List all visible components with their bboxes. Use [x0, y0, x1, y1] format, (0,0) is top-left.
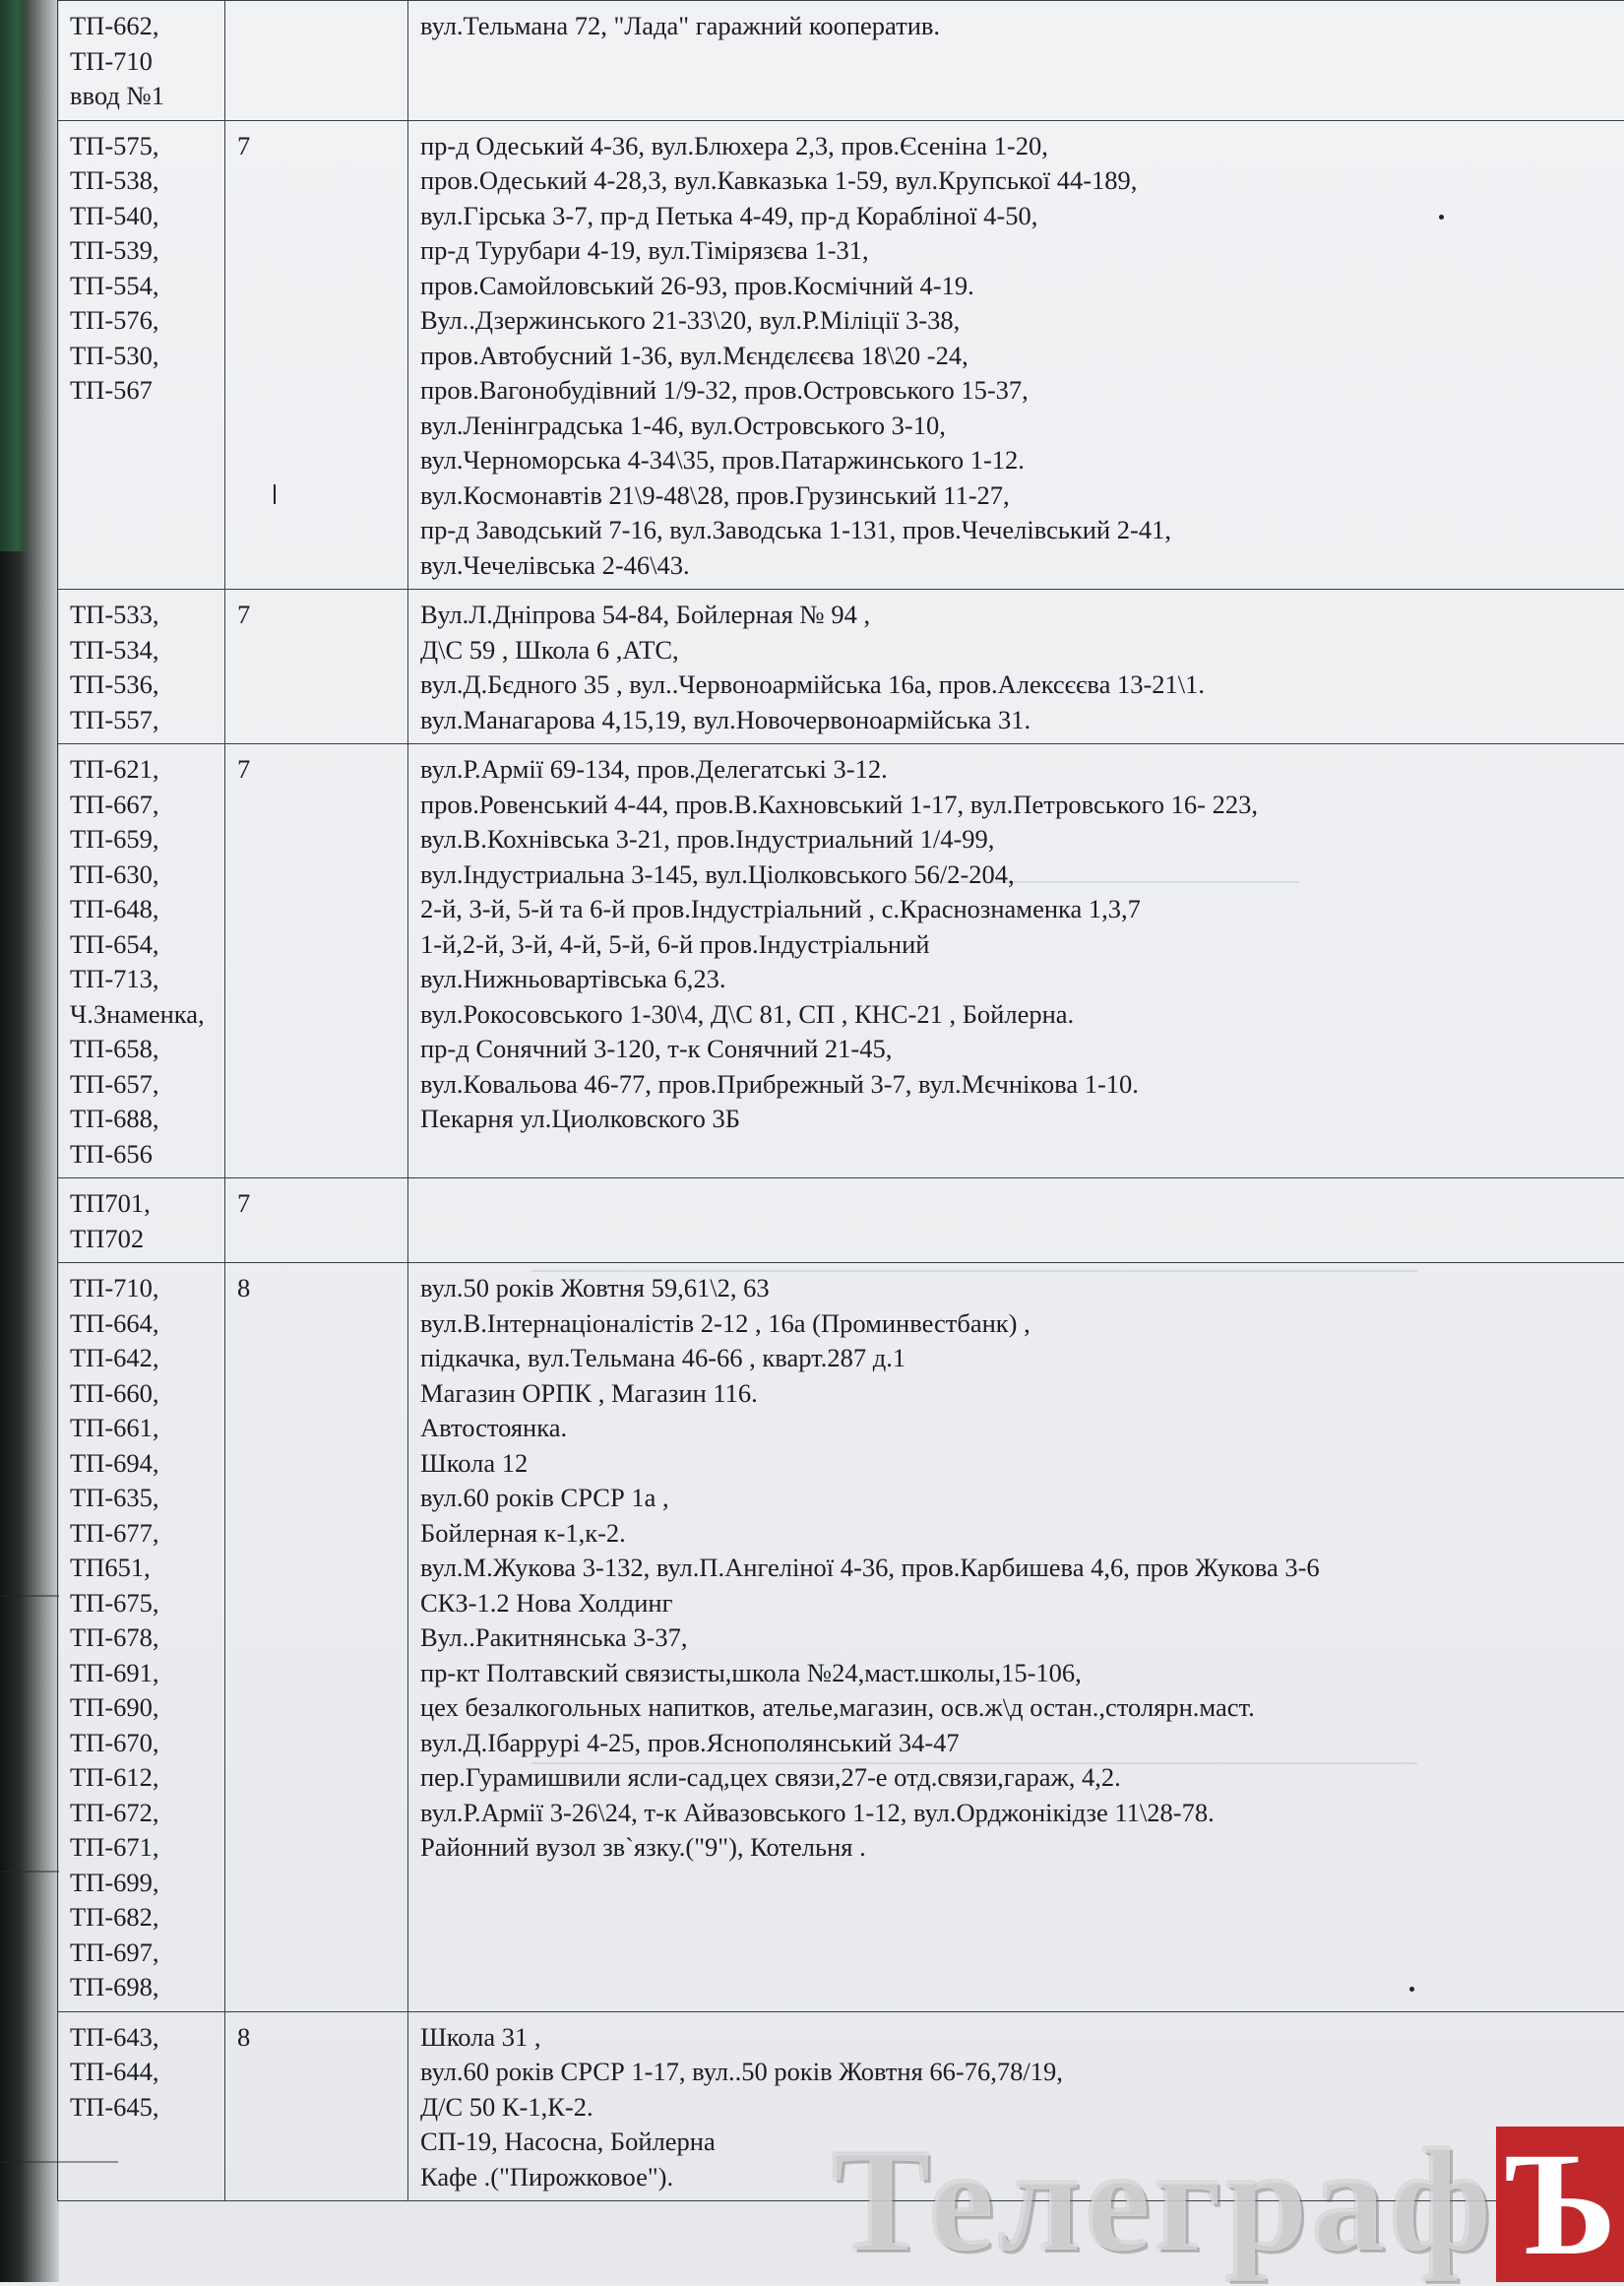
- substation-id: Ч.Знаменка,: [70, 997, 215, 1033]
- address-line: Вул.Л.Дніпрова 54-84, Бойлерная № 94 ,: [420, 598, 1615, 633]
- address-line: пер.Гурамишвили ясли-сад,цех связи,27-е отд.связи,гараж, 4,2.: [420, 1760, 1615, 1796]
- address-line: Автостоянка.: [420, 1411, 1615, 1446]
- substation-id: ТП701,: [70, 1186, 215, 1222]
- address-line: Школа 12: [420, 1446, 1615, 1482]
- table-row: [58, 120, 1624, 590]
- substation-id: ТП-612,: [70, 1760, 215, 1796]
- address-line: вул.Космонавтів 21\9-48\28, пров.Грузинський 11-27,: [420, 478, 1615, 514]
- substation-id: ТП-677,: [70, 1516, 215, 1552]
- address-line: пров.Автобусний 1-36, вул.Мєндєлєєва 18\20 -24,: [420, 339, 1615, 374]
- substation-id: ТП-630,: [70, 857, 215, 893]
- substation-id: ТП-659,: [70, 822, 215, 857]
- substation-id: ТП-710,: [70, 1271, 215, 1306]
- address-line: вул.Д.Ібаррурі 4-25, пров.Яснополянський 34-47: [420, 1726, 1615, 1761]
- substation-id: ТП-657,: [70, 1067, 215, 1103]
- address-line: Бойлерная к-1,к-2.: [420, 1516, 1615, 1552]
- substation-id: ТП-671,: [70, 1830, 215, 1866]
- group-cell: [225, 120, 408, 590]
- group-number: 7: [237, 598, 398, 633]
- substation-cell: [58, 1, 225, 121]
- substation-id: ТП-538,: [70, 163, 215, 199]
- telegraf-watermark-logo: [832, 2127, 1624, 2282]
- table-row: [58, 744, 1624, 1178]
- substation-id: ТП-557,: [70, 703, 215, 738]
- substation-id: ТП702: [70, 1222, 215, 1257]
- substation-id: ТП-530,: [70, 339, 215, 374]
- table-row: [58, 1263, 1624, 2012]
- substation-id: ТП651,: [70, 1551, 215, 1586]
- group-cell: [225, 744, 408, 1178]
- substation-id: ТП-540,: [70, 199, 215, 234]
- substation-id: ТП-710: [70, 44, 215, 80]
- group-number: 7: [237, 1186, 398, 1222]
- substation-id: ТП-664,: [70, 1306, 215, 1342]
- address-line: вул.В.Інтернаціоналістів 2-12 , 16а (Проминвестбанк) ,: [420, 1306, 1615, 1342]
- address-line: 2-й, 3-й, 5-й та 6-й пров.Індустріальний , с.Краснознаменка 1,3,7: [420, 892, 1615, 927]
- group-number: 8: [237, 1271, 398, 1306]
- scan-edge-green: [0, 0, 30, 551]
- substation-id: ТП-575,: [70, 129, 215, 164]
- address-line: пр-д Турубари 4-19, вул.Тімірязєва 1-31,: [420, 233, 1615, 269]
- substation-id: ТП-661,: [70, 1411, 215, 1446]
- substation-id: ТП-642,: [70, 1341, 215, 1376]
- substation-id: ТП-694,: [70, 1446, 215, 1482]
- substation-id: ТП-534,: [70, 633, 215, 668]
- group-cell: [225, 1263, 408, 2012]
- substation-id: ТП-645,: [70, 2090, 215, 2126]
- pen-mark: [274, 484, 276, 504]
- address-line: цех безалкогольных напитков, ателье,магазин, осв.ж\д остан.,столярн.маст.: [420, 1690, 1615, 1726]
- address-cell: [408, 744, 1624, 1178]
- substation-cell: [58, 1263, 225, 2012]
- substation-id: ТП-635,: [70, 1481, 215, 1516]
- address-line: СП-19, Насосна, Бойлерна: [420, 2125, 1615, 2160]
- substation-id: ТП-675,: [70, 1586, 215, 1621]
- substation-id: ТП-698,: [70, 1970, 215, 2005]
- substation-id: ТП-576,: [70, 303, 215, 339]
- substation-cell: [58, 744, 225, 1178]
- address-line: Кафе .("Пирожковое").: [420, 2160, 1615, 2195]
- substation-id: ТП-713,: [70, 962, 215, 997]
- substation-id: ТП-699,: [70, 1866, 215, 1901]
- address-line: 1-й,2-й, 3-й, 4-й, 5-й, 6-й пров.Індустріальний: [420, 927, 1615, 963]
- group-number: 7: [237, 752, 398, 788]
- substation-id: ТП-658,: [70, 1032, 215, 1067]
- substation-id: ТП-670,: [70, 1726, 215, 1761]
- substation-id: ТП-682,: [70, 1900, 215, 1936]
- address-line: вул.50 років Жовтня 59,61\2, 63: [420, 1271, 1615, 1306]
- address-line: Д/С 50 К-1,К-2.: [420, 2090, 1615, 2126]
- address-line: вул.Ковальова 46-77, пров.Прибрежный 3-7, вул.Мєчнікова 1-10.: [420, 1067, 1615, 1103]
- address-line: Д\С 59 , Школа 6 ,АТС,: [420, 633, 1615, 668]
- address-line: Магазин ОРПК , Магазин 116.: [420, 1376, 1615, 1412]
- substation-cell: [58, 590, 225, 744]
- substation-id: ТП-644,: [70, 2055, 215, 2090]
- substation-id: ТП-533,: [70, 598, 215, 633]
- substation-id: ТП-656: [70, 1137, 215, 1173]
- address-cell: [408, 590, 1624, 744]
- schedule-table: [57, 0, 1624, 2201]
- address-line: пров.Самойловський 26-93, пров.Космічний 4-19.: [420, 269, 1615, 304]
- substation-id: ТП-567: [70, 373, 215, 409]
- substation-id: ТП-654,: [70, 927, 215, 963]
- substation-id: ТП-690,: [70, 1690, 215, 1726]
- substation-id: ТП-678,: [70, 1620, 215, 1656]
- address-line: вул.Чечелівська 2-46\43.: [420, 548, 1615, 584]
- group-cell: [225, 1178, 408, 1263]
- address-line: пров.Одеський 4-28,3, вул.Кавказька 1-59, вул.Крупської 44-189,: [420, 163, 1615, 199]
- address-line: Вул..Ракитнянська 3-37,: [420, 1620, 1615, 1656]
- address-line: Школа 31 ,: [420, 2020, 1615, 2056]
- substation-cell: [58, 120, 225, 590]
- address-line: вул.Індустриальна 3-145, вул.Ціолковського 56/2-204,: [420, 857, 1615, 893]
- group-cell: [225, 590, 408, 744]
- ink-dot: [1409, 1987, 1414, 1992]
- substation-id: ТП-672,: [70, 1796, 215, 1831]
- address-line: Вул..Дзержинського 21-33\20, вул.Р.Міліції 3-38,: [420, 303, 1615, 339]
- substation-id: ТП-691,: [70, 1656, 215, 1691]
- address-line: вул.Ленінградська 1-46, вул.Островського 3-10,: [420, 409, 1615, 444]
- group-cell: [225, 1, 408, 121]
- substation-id: ТП-660,: [70, 1376, 215, 1412]
- address-line: вул.Д.Бєдного 35 , вул..Червоноармійська 16а, пров.Алексєєва 13-21\1.: [420, 667, 1615, 703]
- address-line: вул.60 років СРСР 1а ,: [420, 1481, 1615, 1516]
- substation-id: ТП-536,: [70, 667, 215, 703]
- watermark-badge-letter: Ъ: [1496, 2127, 1624, 2282]
- address-cell: [408, 1, 1624, 121]
- address-line: пр-д Одеський 4-36, вул.Блюхера 2,3, пров.Єсеніна 1-20,: [420, 129, 1615, 164]
- address-line: пр-кт Полтавский связисты,школа №24,маст.школы,15-106,: [420, 1656, 1615, 1691]
- address-line: пров.Ровенський 4-44, пров.В.Кахновський 1-17, вул.Петровського 16- 223,: [420, 788, 1615, 823]
- address-line: СКЗ-1.2 Нова Холдинг: [420, 1586, 1615, 1621]
- address-line: пр-д Сонячний 3-120, т-к Сонячний 21-45,: [420, 1032, 1615, 1067]
- substation-cell: [58, 1178, 225, 1263]
- group-cell: [225, 2011, 408, 2201]
- address-line: вул.Манагарова 4,15,19, вул.Новочервоноармійська 31.: [420, 703, 1615, 738]
- ink-dot: [1439, 215, 1444, 220]
- address-line: вул.Черноморська 4-34\35, пров.Патаржинського 1-12.: [420, 443, 1615, 478]
- table-row: [58, 1178, 1624, 1263]
- substation-cell: [58, 2011, 225, 2201]
- address-line: Пекарня ул.Циолковского 3Б: [420, 1102, 1615, 1137]
- address-line: вул.Р.Армії 69-134, пров.Делегатські 3-12.: [420, 752, 1615, 788]
- address-line: вул.Нижньовартівська 6,23.: [420, 962, 1615, 997]
- substation-id: ТП-554,: [70, 269, 215, 304]
- address-line: вул.Тельмана 72, "Лада" гаражний кооператив.: [420, 9, 1615, 44]
- table-row: [58, 590, 1624, 744]
- substation-id: ТП-688,: [70, 1102, 215, 1137]
- table-row: [58, 1, 1624, 121]
- address-line: вул.В.Кохнівська 3-21, пров.Індустриальний 1/4-99,: [420, 822, 1615, 857]
- watermark-badge: [1496, 2127, 1624, 2282]
- address-line: вул.Р.Армії 3-26\24, т-к Айвазовського 1-12, вул.Орджонікідзе 11\28-78.: [420, 1796, 1615, 1831]
- address-line: пров.Вагонобудівний 1/9-32, пров.Островського 15-37,: [420, 373, 1615, 409]
- address-line: вул.Гірська 3-7, пр-д Петька 4-49, пр-д Корабліної 4-50,: [420, 199, 1615, 234]
- substation-id: ТП-697,: [70, 1936, 215, 1971]
- group-number: 8: [237, 2020, 398, 2056]
- address-line: вул.М.Жукова 3-132, вул.П.Ангеліної 4-36, пров.Карбишева 4,6, пров Жукова 3-6: [420, 1551, 1615, 1586]
- address-line: пр-д Заводський 7-16, вул.Заводська 1-131, пров.Чечелівський 2-41,: [420, 513, 1615, 548]
- substation-id: ТП-621,: [70, 752, 215, 788]
- address-cell: [408, 1263, 1624, 2012]
- address-cell: [408, 120, 1624, 590]
- watermark-text: Телеграф: [832, 2127, 1495, 2274]
- substation-id: ТП-643,: [70, 2020, 215, 2056]
- address-line: вул.Рокосовського 1-30\4, Д\С 81, СП , КНС-21 , Бойлерна.: [420, 997, 1615, 1033]
- address-line: Районний вузол зв`язку.("9"), Котельня .: [420, 1830, 1615, 1866]
- substation-id: ТП-667,: [70, 788, 215, 823]
- substation-id: ввод №1: [70, 79, 215, 114]
- address-cell: [408, 1178, 1624, 1263]
- substation-id: ТП-539,: [70, 233, 215, 269]
- address-line: підкачка, вул.Тельмана 46-66 , кварт.287 д.1: [420, 1341, 1615, 1376]
- substation-id: ТП-648,: [70, 892, 215, 927]
- group-number: 7: [237, 129, 398, 164]
- address-line: вул.60 років СРСР 1-17, вул..50 років Жовтня 66-76,78/19,: [420, 2055, 1615, 2090]
- substation-id: ТП-662,: [70, 9, 215, 44]
